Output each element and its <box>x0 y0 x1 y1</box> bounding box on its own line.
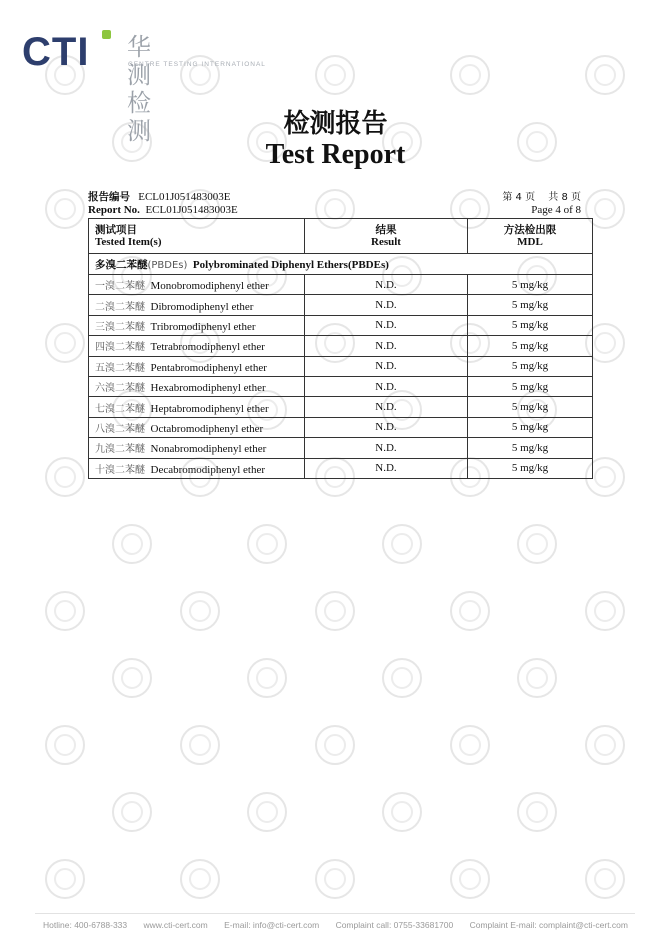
footer-divider <box>35 913 635 914</box>
watermark-seal <box>180 725 220 765</box>
table-row <box>89 438 593 458</box>
tested-item-en: Decabromodiphenyl ether <box>150 463 266 476</box>
watermark-seal <box>247 658 287 698</box>
tested-item-en: Tetrabromodiphenyl ether <box>150 341 265 354</box>
watermark-seal <box>112 658 152 698</box>
group-title-abbr: (PBDEs) <box>147 259 188 271</box>
table-row <box>89 295 593 315</box>
tested-item-en: Pentabromodiphenyl ether <box>150 361 267 374</box>
logo-name-cn: 华测检测 <box>127 33 154 145</box>
watermark-seal <box>45 725 85 765</box>
mdl-cell: 5 mg/kg <box>468 397 593 417</box>
mdl-cell: 5 mg/kg <box>468 315 593 335</box>
result-cell: N.D. <box>305 458 468 478</box>
table-row <box>89 315 593 335</box>
watermark-seal <box>180 859 220 899</box>
report-number-label-en: Report No. <box>88 204 140 216</box>
watermark-seal <box>45 189 85 229</box>
result-cell: N.D. <box>305 295 468 315</box>
table-row <box>89 356 593 376</box>
report-title-en: Test Report <box>265 139 406 170</box>
tested-item-cell <box>89 275 305 295</box>
watermark-seal <box>585 591 625 631</box>
header-result-en: Result <box>371 236 401 248</box>
group-title-cn: 多溴二苯醚 <box>95 258 148 271</box>
table-row <box>89 417 593 437</box>
header-mdl-cn: 方法检出限 <box>503 224 557 236</box>
watermark-seal <box>247 524 287 564</box>
mdl-cell: 5 mg/kg <box>468 438 593 458</box>
tested-item-en: Heptabromodiphenyl ether <box>150 402 269 415</box>
header-tested-items <box>89 219 305 254</box>
result-cell: N.D. <box>305 336 468 356</box>
table-row <box>89 397 593 417</box>
watermark-seal <box>247 792 287 832</box>
table-row <box>89 458 593 478</box>
footer-email[interactable]: E-mail: info@cti-cert.com <box>224 920 320 930</box>
watermark-seal <box>517 524 557 564</box>
tested-item-cn: 二溴二苯醚 <box>95 301 145 313</box>
mdl-cell: 5 mg/kg <box>468 458 593 478</box>
tested-item-cn: 七溴二苯醚 <box>95 403 145 415</box>
tested-item-en: Dibromodiphenyl ether <box>150 300 254 313</box>
table-row <box>89 376 593 396</box>
watermark-seal <box>450 591 490 631</box>
mdl-cell: 5 mg/kg <box>468 275 593 295</box>
watermark-seal <box>45 323 85 363</box>
result-cell: N.D. <box>305 275 468 295</box>
mdl-cell: 5 mg/kg <box>468 336 593 356</box>
watermark-seal <box>382 658 422 698</box>
logo-mark: CTI <box>22 30 90 74</box>
report-title-cn: 检测报告 <box>283 109 388 139</box>
tested-item-cell <box>89 397 305 417</box>
watermark-seal <box>585 725 625 765</box>
header-mdl-en: MDL <box>517 236 543 248</box>
watermark-seal <box>450 55 490 95</box>
report-number-block <box>88 191 238 217</box>
watermark-seal <box>315 55 355 95</box>
watermark-seal <box>45 859 85 899</box>
tested-item-en: Tribromodiphenyl ether <box>150 320 256 333</box>
tested-item-cn: 八溴二苯醚 <box>95 423 145 435</box>
mdl-cell: 5 mg/kg <box>468 417 593 437</box>
watermark-seal <box>382 524 422 564</box>
tested-item-cn: 一溴二苯醚 <box>95 281 145 293</box>
logo-green-dot <box>102 30 111 39</box>
result-cell: N.D. <box>305 356 468 376</box>
group-title-en: Polybrominated Diphenyl Ethers(PBDEs) <box>192 258 389 271</box>
header-item-en: Tested Item(s) <box>95 236 162 248</box>
page-indicator-cn: 第 4 页 共 8 页 <box>502 192 581 203</box>
tested-item-cell <box>89 376 305 396</box>
result-cell: N.D. <box>305 417 468 437</box>
header-result <box>305 219 468 254</box>
report-number-label-cn: 报告编号 <box>88 191 130 203</box>
footer <box>0 920 671 930</box>
watermark-seal <box>517 792 557 832</box>
watermark-seal <box>112 792 152 832</box>
result-cell: N.D. <box>305 397 468 417</box>
watermark-seal <box>315 859 355 899</box>
tested-item-cn: 三溴二苯醚 <box>95 321 145 333</box>
watermark-seal <box>315 591 355 631</box>
header-item-cn: 测试项目 <box>95 224 137 236</box>
watermark-seal <box>585 859 625 899</box>
result-cell: N.D. <box>305 315 468 335</box>
table-row <box>89 336 593 356</box>
tested-item-cell <box>89 438 305 458</box>
tested-item-cell <box>89 356 305 376</box>
tested-item-cn: 六溴二苯醚 <box>95 383 145 395</box>
page-indicator <box>502 191 581 217</box>
report-number-cn: ECL01J051483003E <box>138 191 231 203</box>
group-row <box>89 254 593 275</box>
page-indicator-en: Page 4 of 8 <box>531 204 581 216</box>
tested-item-en: Hexabromodiphenyl ether <box>150 382 266 395</box>
table-header-row <box>89 219 593 254</box>
footer-hotline: Hotline: 400-6788-333 <box>43 920 128 930</box>
tested-item-cell <box>89 336 305 356</box>
tested-item-cell <box>89 417 305 437</box>
tested-item-cn: 四溴二苯醚 <box>95 342 145 354</box>
tested-item-en: Nonabromodiphenyl ether <box>150 443 267 456</box>
footer-complaint-email[interactable]: Complaint E-mail: complaint@cti-cert.com <box>469 920 628 930</box>
header-mdl <box>468 219 593 254</box>
watermark-seal <box>517 658 557 698</box>
tested-item-cell <box>89 315 305 335</box>
footer-complaint-call: Complaint call: 0755-33681700 <box>335 920 454 930</box>
tested-item-cn: 十溴二苯醚 <box>95 464 145 476</box>
result-cell: N.D. <box>305 438 468 458</box>
watermark-seal <box>450 725 490 765</box>
header-result-cn: 结果 <box>375 224 397 236</box>
watermark-seal <box>585 55 625 95</box>
results-table <box>88 218 593 479</box>
tested-item-en: Octabromodiphenyl ether <box>150 422 264 435</box>
watermark-seal <box>180 591 220 631</box>
table-row <box>89 275 593 295</box>
watermark-seal <box>45 591 85 631</box>
footer-website[interactable]: www.cti-cert.com <box>143 920 208 930</box>
watermark-seal <box>450 859 490 899</box>
report-number-en: ECL01J051483003E <box>145 204 238 216</box>
mdl-cell: 5 mg/kg <box>468 376 593 396</box>
watermark-seal <box>315 725 355 765</box>
watermark-seal <box>382 792 422 832</box>
mdl-cell: 5 mg/kg <box>468 295 593 315</box>
watermark-seal <box>112 524 152 564</box>
result-cell: N.D. <box>305 376 468 396</box>
tested-item-cell <box>89 458 305 478</box>
mdl-cell: 5 mg/kg <box>468 356 593 376</box>
logo-name-en: CENTRE TESTING INTERNATIONAL <box>128 61 266 68</box>
tested-item-cn: 五溴二苯醚 <box>95 362 145 374</box>
tested-item-cn: 九溴二苯醚 <box>95 444 145 456</box>
group-title <box>89 254 593 275</box>
tested-item-en: Monobromodiphenyl ether <box>150 280 269 293</box>
tested-item-cell <box>89 295 305 315</box>
watermark-seal <box>45 457 85 497</box>
